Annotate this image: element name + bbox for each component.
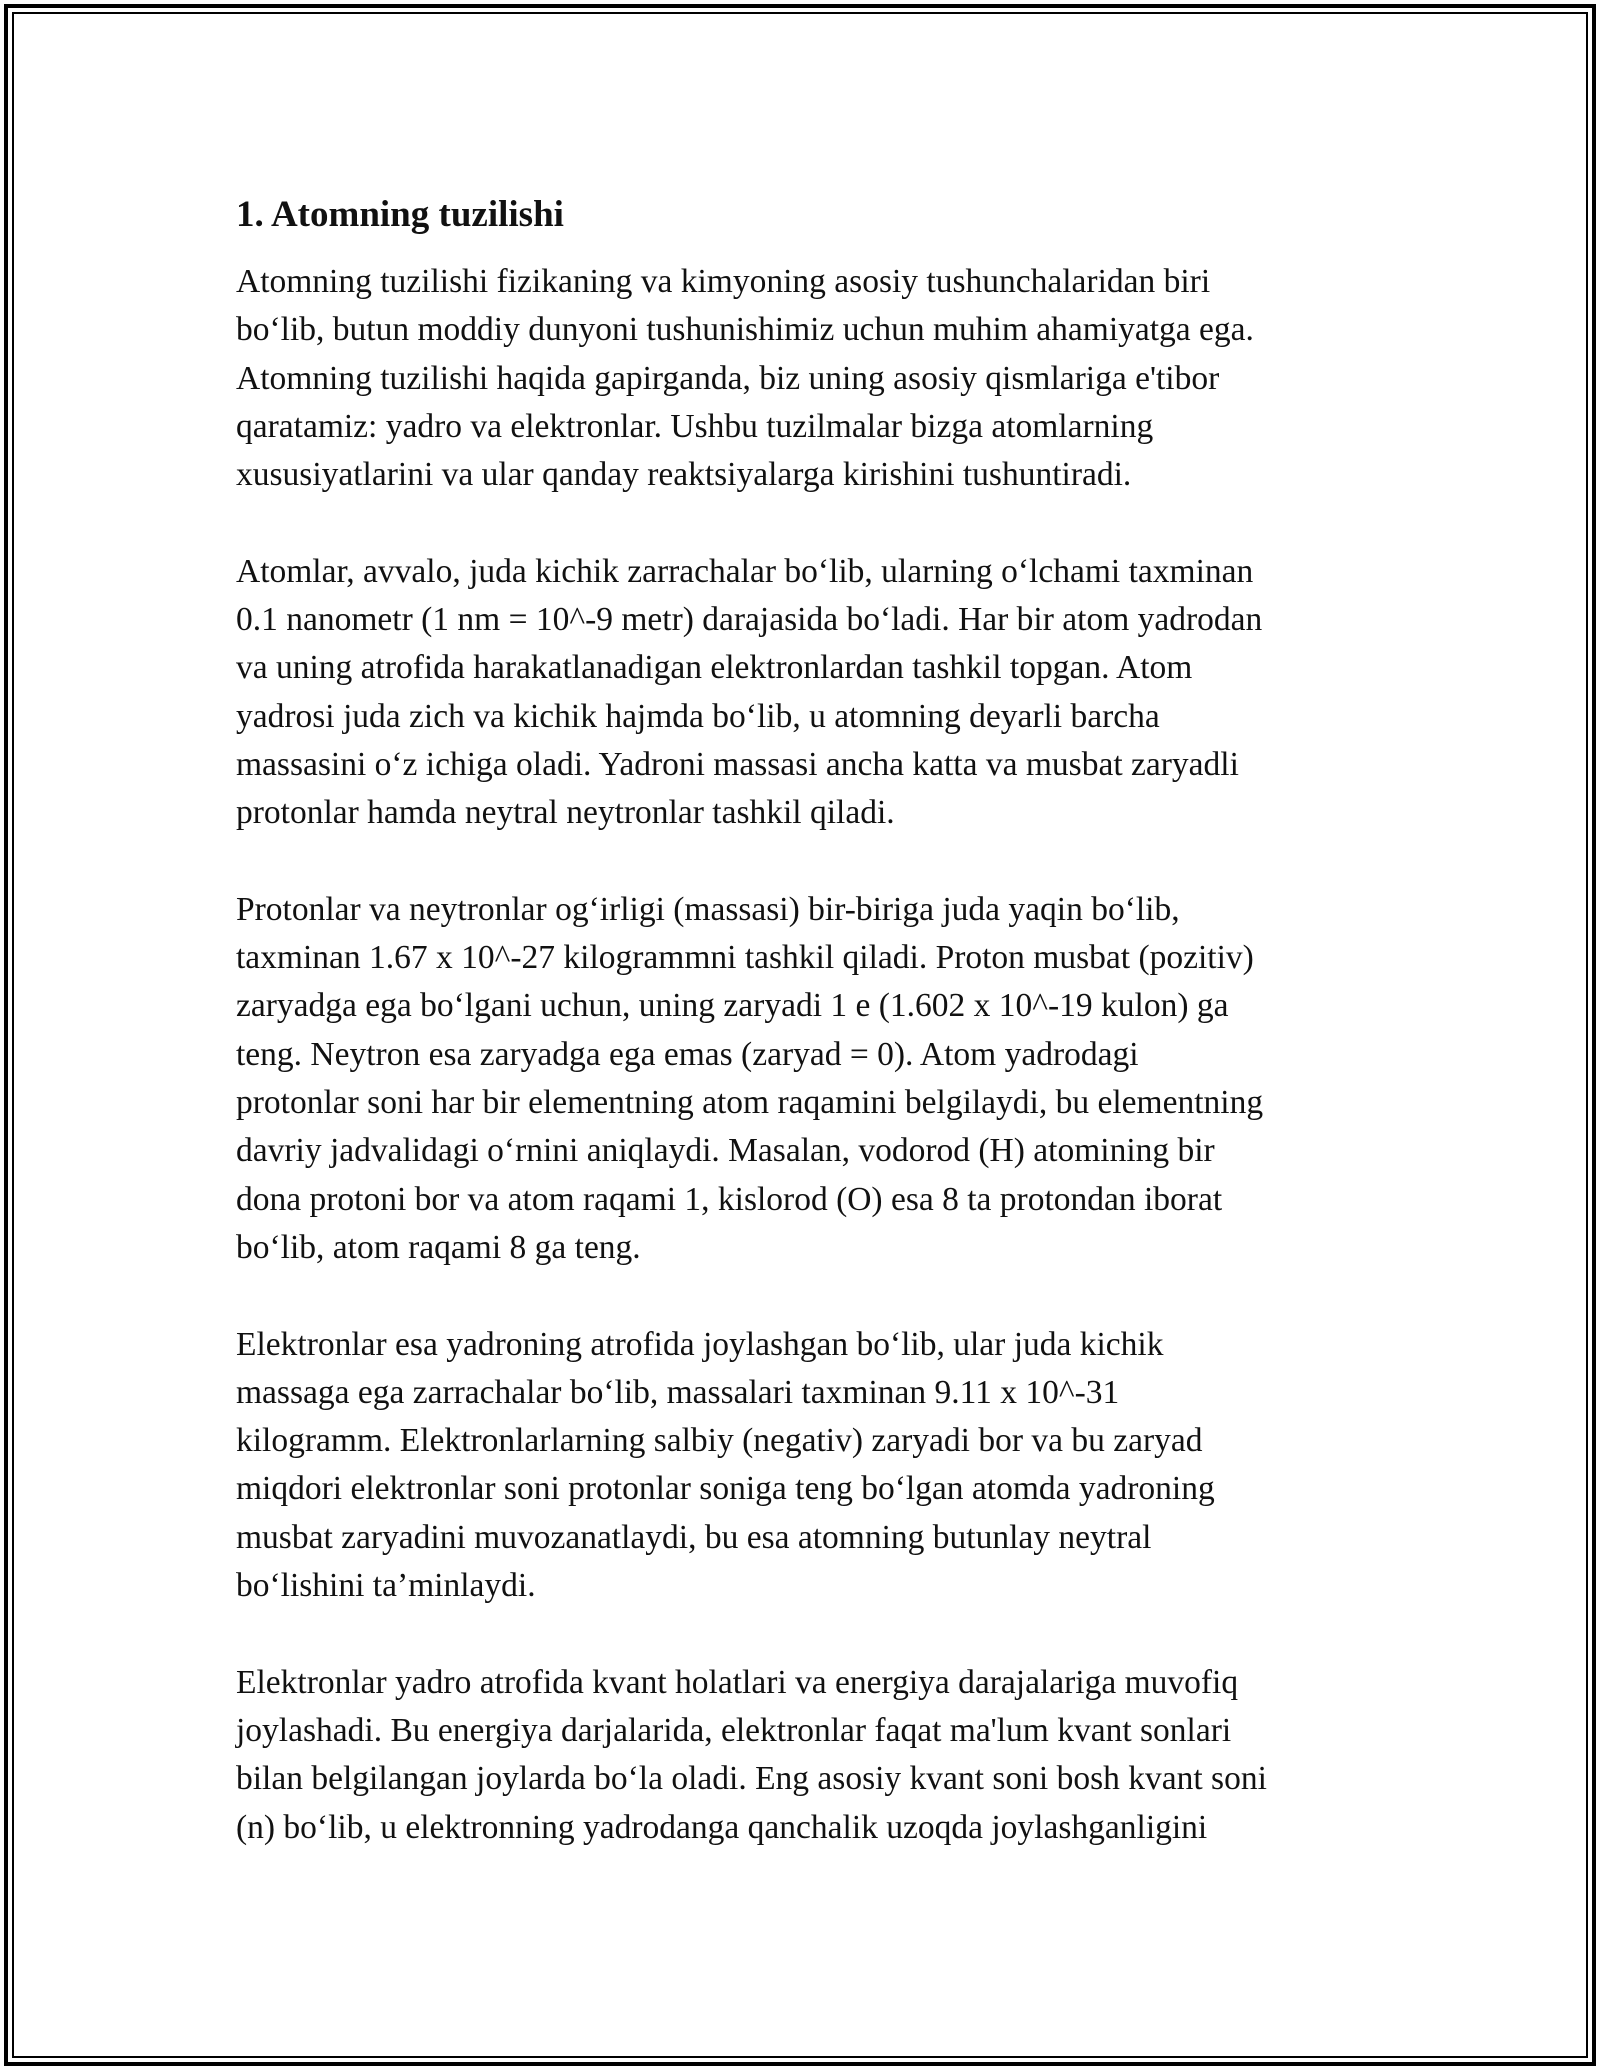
paragraph-gap [236, 838, 1376, 886]
paragraph-2 [236, 548, 1376, 838]
paragraph-4 [236, 1321, 1376, 1611]
text-line: massaga ega zarrachalar bo‘lib, massalari taxminan 9.11 x 10^-31 [236, 1373, 1120, 1411]
text-line: miqdori elektronlar soni protonlar soniga teng bo‘lgan atomda yadroning [236, 1470, 1215, 1508]
text-line: massasini o‘z ichiga oladi. Yadroni massasi ancha katta va musbat zaryadli [236, 745, 1239, 783]
text-line: qaratamiz: yadro va elektronlar. Ushbu tuzilmalar bizga atomlarning [236, 407, 1154, 445]
text-line: Atomlar, avvalo, juda kichik zarrachalar bo‘lib, ularning o‘lchami taxminan [236, 552, 1254, 590]
text-line: joylashadi. Bu energiya darjalarida, elektronlar faqat ma'lum kvant sonlari [236, 1711, 1232, 1749]
text-line: bilan belgilangan joylarda bo‘la oladi. Eng asosiy kvant soni bosh kvant soni [236, 1760, 1267, 1798]
text-line: musbat zaryadini muvozanatlaydi, bu esa atomning butunlay neytral [236, 1518, 1152, 1556]
text-line: Elektronlar yadro atrofida kvant holatlari va energiya darajalariga muvofiq [236, 1663, 1239, 1701]
text-line: zaryadga ega bo‘lgani uchun, uning zaryadi 1 e (1.602 x 10^-19 kulon) ga [236, 987, 1229, 1025]
text-line: (n) bo‘lib, u elektronning yadrodanga qanchalik uzoqda joylashganligini [236, 1808, 1208, 1846]
document-body [236, 188, 1376, 1852]
paragraph-5 [236, 1659, 1376, 1852]
text-line: xususiyatlarini va ular qanday reaktsiyalarga kirishini tushuntiradi. [236, 456, 1132, 494]
text-line: Atomning tuzilishi fizikaning va kimyoning asosiy tushunchalaridan biri [236, 263, 1211, 300]
text-line: Elektronlar esa yadroning atrofida joylashgan bo‘lib, ular juda kichik [236, 1325, 1164, 1363]
text-line: 0.1 nanometr (1 nm = 10^-9 metr) darajasida bo‘ladi. Har bir atom yadrodan [236, 601, 1263, 639]
text-line: teng. Neytron esa zaryadga ega emas (zaryad = 0). Atom yadrodagi [236, 1035, 1139, 1073]
paragraph-1 [236, 258, 1376, 499]
text-line: bo‘lib, butun moddiy dunyoni tushunishimiz uchun muhim ahamiyatga ega. [236, 311, 1254, 349]
text-line: taxminan 1.67 x 10^-27 kilogrammni tashkil qiladi. Proton musbat (pozitiv) [236, 939, 1254, 977]
text-line: protonlar hamda neytral neytronlar tashkil qiladi. [236, 794, 895, 832]
text-line: davriy jadvalidagi o‘rnini aniqlaydi. Masalan, vodorod (H) atomining bir [236, 1132, 1215, 1170]
text-line: bo‘lishini ta’minlaydi. [236, 1567, 536, 1605]
text-line: Atomning tuzilishi haqida gapirganda, biz uning asosiy qismlariga e'tibor [236, 359, 1220, 397]
text-line: bo‘lib, atom raqami 8 ga teng. [236, 1228, 641, 1266]
text-line: protonlar soni har bir elementning atom raqamini belgilaydi, bu elementning [236, 1084, 1264, 1122]
text-line: Protonlar va neytronlar og‘irligi (massasi) bir-biriga juda yaqin bo‘lib, [236, 890, 1180, 928]
text-line: kilogramm. Elektronlarlarning salbiy (negativ) zaryadi bor va bu zaryad [236, 1422, 1203, 1460]
paragraph-gap [236, 1610, 1376, 1658]
text-line: yadrosi juda zich va kichik hajmda bo‘lib, u atomning deyarli barcha [236, 697, 1160, 735]
paragraph-3 [236, 886, 1376, 1272]
paragraph-gap [236, 499, 1376, 547]
paragraph-gap [236, 1272, 1376, 1320]
section-title: 1. Atomning tuzilishi [236, 194, 564, 235]
text-line: va uning atrofida harakatlanadigan elektronlardan tashkil topgan. Atom [236, 649, 1193, 687]
text-line: dona protoni bor va atom raqami 1, kislorod (O) esa 8 ta protondan iborat [236, 1180, 1223, 1218]
